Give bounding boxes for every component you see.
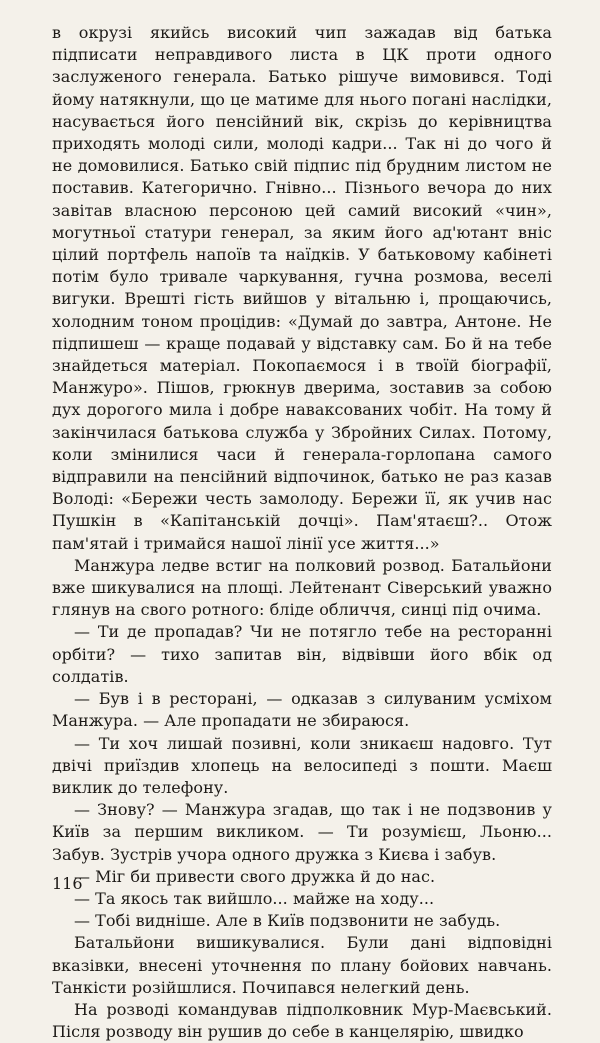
paragraph: На розводі командував підполковник Мур-Маєвський. Після розводу він рушив до себе в канцелярію, швидко [52, 999, 552, 1042]
paragraph: — Знову? — Манжура згадав, що так і не подзвонив у Київ за першим викликом. — Ти розумієш, Льоню... Забув. Зустрів учора одного дружка з Києва і забув. [52, 800, 552, 864]
page-number: 116 [52, 874, 83, 893]
paragraph: — Та якось так вийшло... майже на ходу... [74, 888, 435, 908]
paragraph: — Ти де пропадав? Чи не потягло тебе на ресторанні орбіти? — тихо запитав він, відвівши його вбік од солдатів. [52, 622, 552, 686]
paragraph: Манжура ледве встиг на полковий розвод. Батальйони вже шикувалися на площі. Лейтенант Сіверський уважно глянув на свого ротного: бліде обличчя, синці під очима. [52, 555, 552, 620]
paragraph: — Міг би привести свого дружка й до нас. [74, 866, 436, 886]
paragraph: — Ти хоч лишай позивні, коли зникаєш надовго. Тут двічі приїздив хлопець на велосипеді з пошти. Маєш виклик до телефону. [52, 733, 552, 797]
paragraph: Батальйони вишикувалися. Були дані відповідні вказівки, внесені уточнення по плану бойових навчань. Танкісти розійшлися. Почипався нелегкий день. [52, 933, 552, 997]
paragraph: — Був і в ресторані, — одказав з силуваним усміхом Манжура. — Але пропадати не збираюся. [52, 689, 552, 731]
paragraph: — Тобі видніше. Але в Київ подзвонити не забудь. [74, 911, 501, 931]
page-body [52, 22, 552, 1043]
paragraph: в окрузі якийсь високий чип зажадав від батька підписати неправдивого листа в ЦК проти одного заслуженого генерала. Батько рішуче вимовився. Тоді йому натякнули, що це матиме для нього погані наслідки, насувається його пенсійний вік, скрізь до керівництва приходять молоді сили, молоді кадри... Так ні до чого й не домовилися. Батько свій підпис під брудним листом не поставив. Категорично. Гнівно... Пізнього вечора до них завітав власною персоною цей самий високий «чин», могутньої статури генерал, за яким його ад'ютант вніс цілий портфель напоїв та наїдків. У батьковому кабінеті потім було тривале чаркування, гучна розмова, веселі вигуки. Врешті гість вийшов у вітальню і, прощаючись, холодним тоном процідив: «Думай до завтра, Антоне. Не підпишеш — краще подавай у відставку сам. Бо й на тебе знайдеться матеріал. Покопаємося і в твоїй біографії, Манжуро». Пішов, грюкнув дверима, зоставив за собою дух дорогого мила і добре наваксованих чобіт. На тому й закінчилася батькова служба у Збройних Силах. Потому, коли змінилися часи й генерала-горлопана самого відправили на пенсійний відпочинок, батько не раз казав Володі: «Бережи честь замолоду. Бережи її, як учив нас Пушкін в «Капітанській дочці». Пам'ятаєш?.. Отож пам'ятай і тримайся нашої лінії усе життя...» [52, 23, 552, 553]
